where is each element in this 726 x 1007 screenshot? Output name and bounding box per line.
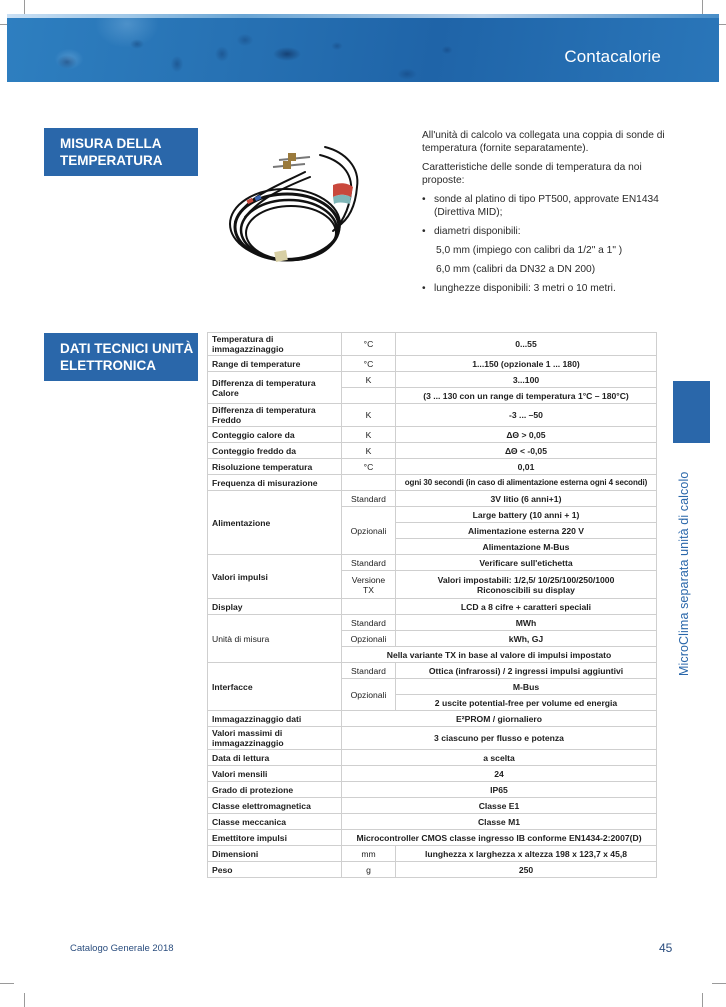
bullet-icon: • — [422, 226, 426, 237]
table-row: Unità di misura Standard MWh — [208, 615, 657, 631]
table-row: Valori mensili 24 — [208, 766, 657, 782]
side-tab-label: MicroClima separata unità di calcolo — [677, 471, 691, 676]
crop-mark — [712, 983, 726, 984]
table-row: Immagazzinaggio dati E²PROM / giornaliero — [208, 711, 657, 727]
table-row: Differenza di temperatura Freddo K -3 ... –50 — [208, 404, 657, 427]
features-intro: Caratteristiche delle sonde di temperatura da noi proposte: — [422, 162, 642, 186]
table-row: Interfacce Standard Ottica (infrarossi) / 2 ingressi impulsi aggiuntivi — [208, 663, 657, 679]
table-row: Differenza di temperatura Calore K 3...100 — [208, 372, 657, 388]
table-row: Display LCD a 8 cifre + caratteri speciali — [208, 599, 657, 615]
table-row: Data di lettura a scelta — [208, 750, 657, 766]
table-row: Temperatura di immagazzinaggio °C 0...55 — [208, 333, 657, 356]
diameter-option: 5,0 mm (impiego con calibri da 1/2" a 1" ) — [436, 245, 623, 256]
table-row: Conteggio freddo da K ΔΘ < -0,05 — [208, 443, 657, 459]
temperature-probe-image — [215, 127, 375, 287]
page-number: 45 — [659, 941, 673, 955]
section-heading-specs — [44, 333, 198, 381]
table-row: Alimentazione Standard 3V litio (6 anni+1) — [208, 491, 657, 507]
table-row: Range di temperature °C 1...150 (opzionale 1 ... 180) — [208, 356, 657, 372]
table-row: Opzionali Large battery (10 anni + 1) — [208, 507, 657, 523]
crop-mark — [24, 0, 25, 14]
table-row: Emettitore impulsi Microcontroller CMOS classe ingresso IB conforme EN1434-2:2007(D) — [208, 830, 657, 846]
table-row: Valori massimi di immagazzinaggio 3 ciascuno per flusso e potenza — [208, 727, 657, 750]
table-row: Nella variante TX in base al valore di impulsi impostato — [208, 647, 657, 663]
list-item: • lunghezze disponibili: 3 metri o 10 metri. — [422, 283, 616, 294]
crop-mark — [0, 983, 14, 984]
footer-catalog: Catalogo Generale 2018 — [70, 943, 174, 954]
section-heading-line: MISURA DELLA — [60, 136, 162, 151]
list-item: • diametri disponibili: — [422, 226, 521, 237]
spec-table — [207, 332, 657, 878]
probe-description — [422, 129, 672, 301]
table-row: Versione TX Valori impostabili: 1/2,5/ 10/25/100/250/1000 Riconoscibili su display — [208, 571, 657, 599]
bullet-icon: • — [422, 194, 426, 205]
table-row: 2 uscite potential-free per volume ed energia — [208, 695, 657, 711]
table-row: Dimensioni mm lunghezza x larghezza x altezza 198 x 123,7 x 45,8 — [208, 846, 657, 862]
table-row: Peso g 250 — [208, 862, 657, 878]
table-row: Frequenza di misurazione ogni 30 secondi (in caso di alimentazione esterna ogni 4 secondi) — [208, 475, 657, 491]
table-row: Risoluzione temperatura °C 0,01 — [208, 459, 657, 475]
feature-list — [422, 193, 672, 238]
section-heading-measure — [44, 128, 198, 176]
table-row: Conteggio calore da K ΔΘ > 0,05 — [208, 427, 657, 443]
diameter-option: 6,0 mm (calibri da DN32 a DN 200) — [436, 264, 596, 275]
crop-mark — [702, 0, 703, 14]
table-row: Valori impulsi Standard Verificare sull'etichetta — [208, 555, 657, 571]
table-row: Grado di protezione IP65 — [208, 782, 657, 798]
bullet-icon: • — [422, 283, 426, 294]
crop-mark — [702, 993, 703, 1007]
table-row: Classe elettromagnetica Classe E1 — [208, 798, 657, 814]
header-banner — [7, 14, 719, 82]
list-item: • sonde al platino di tipo PT500, approvate EN1434 (Direttiva MID); — [422, 194, 659, 218]
section-heading-line: ELETTRONICA — [60, 358, 156, 373]
table-row: (3 ... 130 con un range di temperatura 1°C – 180°C) — [208, 388, 657, 404]
section-heading-line: DATI TECNICI UNITÀ — [60, 341, 194, 356]
crop-mark — [24, 993, 25, 1007]
table-row: Alimentazione M-Bus — [208, 539, 657, 555]
table-row: Alimentazione esterna 220 V — [208, 523, 657, 539]
page-title: Contacalorie — [564, 47, 661, 66]
feature-list — [422, 282, 672, 295]
table-row: Opzionali M-Bus — [208, 679, 657, 695]
table-row: Opzionali kWh, GJ — [208, 631, 657, 647]
side-tab-block — [673, 381, 710, 443]
table-row: Classe meccanica Classe M1 — [208, 814, 657, 830]
section-heading-line: TEMPERATURA — [60, 153, 163, 168]
intro-text: All'unità di calcolo va collegata una coppia di sonde di temperatura (fornite separatamente). — [422, 130, 665, 154]
